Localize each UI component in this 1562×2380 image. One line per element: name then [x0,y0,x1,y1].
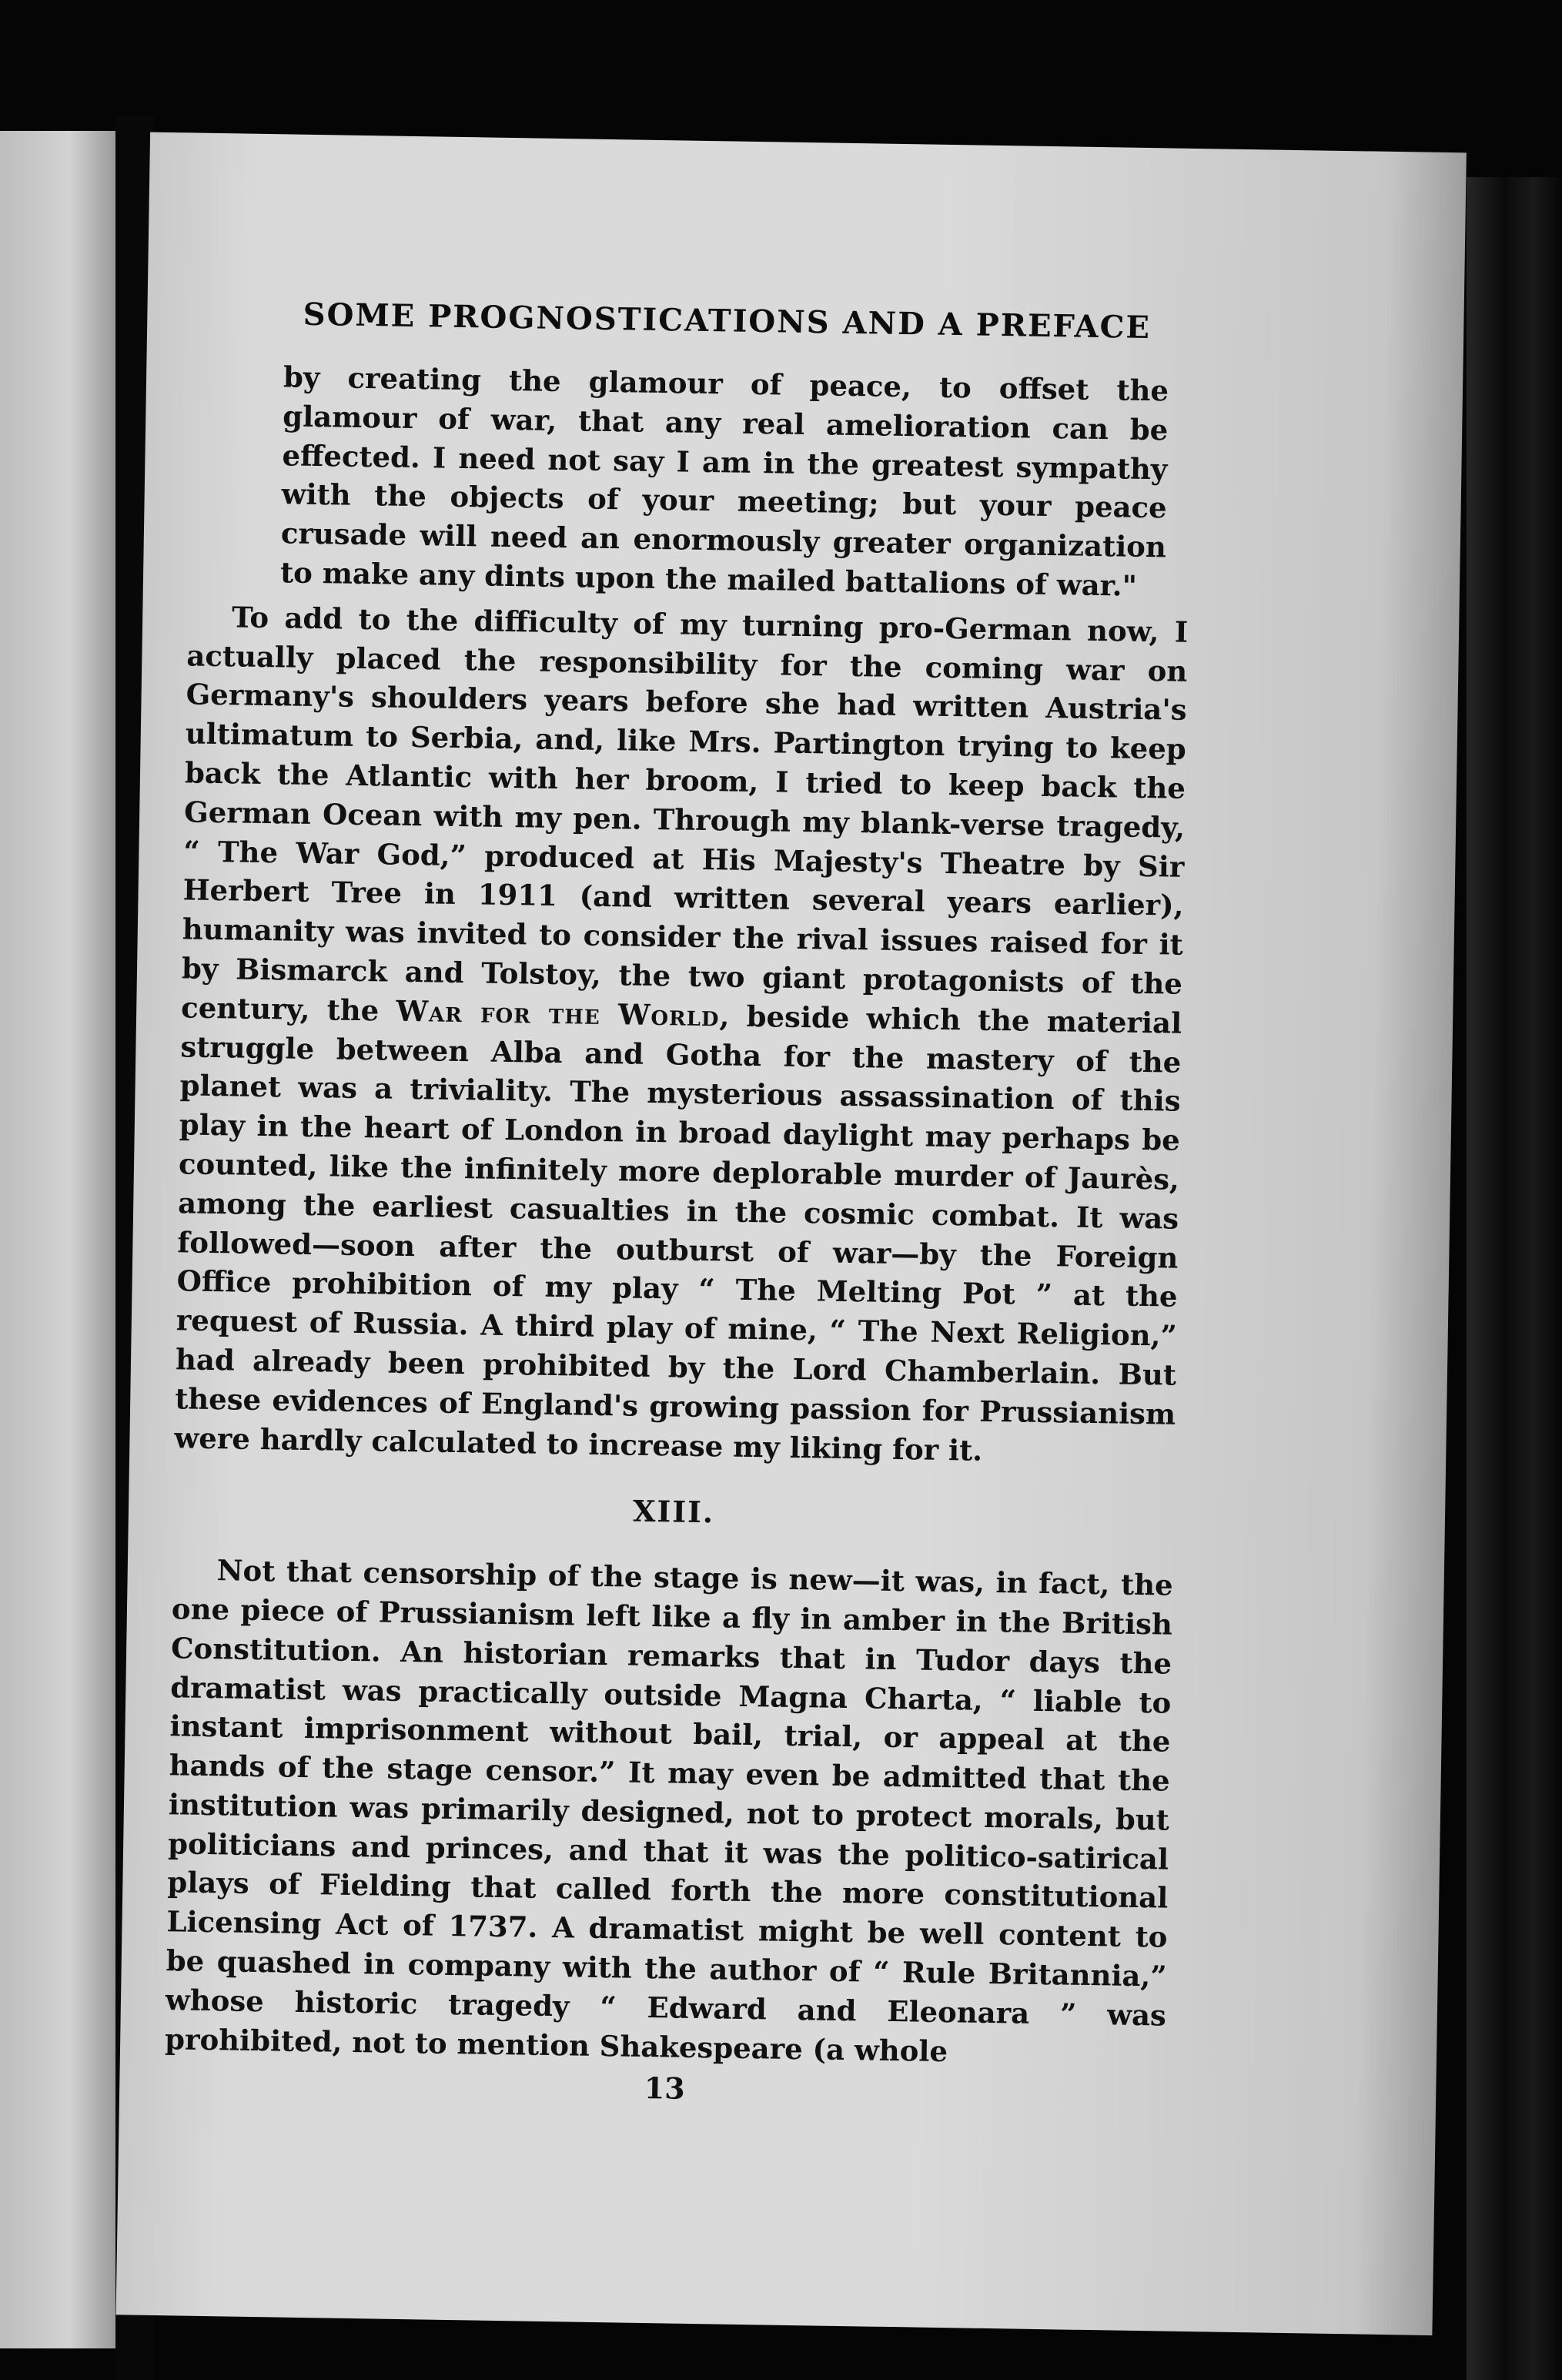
war-for-the-world-phrase: War for the World [396,993,720,1033]
section-heading: XIII. [632,1493,715,1530]
paragraph-war-god [174,597,1188,1473]
running-head: SOME PROGNOSTICATIONS AND A PREFACE [303,296,1152,346]
page-stack-edge [1467,177,1562,2380]
book-page [116,132,1467,2336]
paragraph-war-god-part-b: , beside which the material struggle between Alba and Gotha for the mastery of the planet was a triviality. The mysterious assassination of this play in the heart of London in broad daylight may perhaps be counted, like the infinitely more deplorable murder of Jaurès, among the earliest casualties in the cosmic combat. It was followed—soon after the outburst of war—by the Foreign Office prohibition of my play “ The Melting Pot ” at the request of Russia. A third play of mine, “ The Next Religion,” had already been prohibited by the Lord Chamberlain. But these evidences of England's growing passion for Prussianism were hardly calculated to increase my liking for it. [174,999,1182,1468]
body-text [164,356,1192,2116]
facing-page-edge [0,131,115,2348]
quote-continuation-paragraph: by creating the glamour of peace, to offset the glamour of war, that any real amelioration can be effected. I need not say I am in the greatest sympathy with the objects of your meeting; but your peace crusade will need an enormously greater organization to make any dints upon the mailed battalions of war." [279,360,1169,603]
paragraph-war-god-part-a: To add to the difficulty of my turning pro-German now, I actually placed the responsibility for the coming war on Germany's shoulders years before she had written Austria's ultimatum to Serbia, and, like Mrs. Partington trying to keep back the Atlantic with her broom, I tried to keep back the German Ocean with my pen. Through my blank-verse tragedy, “ The War God,” produced at His Majesty's Theatre by Sir Herbert Tree in 1911 (and written several years earlier), humanity was invited to consider the rival issues raised for it by Bismarck and Tolstoy, the two giant protagonists of the century, the [180,600,1189,1028]
page-number: 13 [644,2070,686,2107]
paragraph-censorship: Not that censorship of the stage is new—it was, in fact, the one piece of Prussianism left like a fly in amber in the British Constitution. An historian remarks that in Tudor days the dramatist was practically outside Magna Charta, “ liable to instant imprisonment without bail, trial, or appeal at the hands of the stage censor.” It may even be admitted that the institution was primarily designed, not to protect morals, but politicians and princes, and that it was the politico-satirical plays of Fielding that called forth the more constitutional Licensing Act of 1737. A dramatist might be well content to be quashed in company with the author of “ Rule Britannia,” whose historic tragedy “ Edward and Eleonara ” was prohibited, not to mention Shakespeare (a whole [164,1553,1173,2068]
